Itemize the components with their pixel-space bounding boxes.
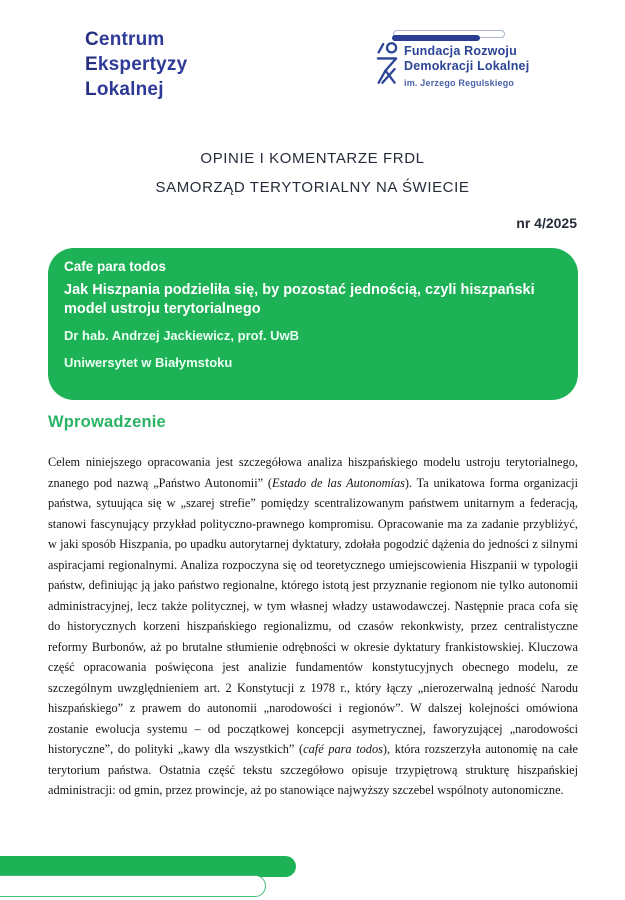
footer-bar-outline [0, 875, 266, 897]
article-affiliation: Uniwersytet w Białymstoku [64, 355, 233, 370]
article-title: Jak Hiszpania podzieliła się, by pozostać jednością, czyli hiszpański model ustroju terytorialnego [64, 282, 535, 317]
cel-logo-rest: okalnej [96, 79, 164, 100]
frdl-name-line2: Demokracji Lokalnej [404, 59, 530, 73]
cel-logo-line [85, 52, 187, 77]
cel-logo-initial: L [85, 79, 97, 100]
cel-logo-rest: kspertyzy [97, 54, 188, 75]
cel-logo-initial: E [85, 54, 98, 75]
article-kicker: Cafe para todos [64, 259, 167, 274]
title-card [48, 248, 578, 400]
frdl-person-icon [374, 41, 400, 90]
cel-logo-line [85, 27, 187, 52]
cel-logo-rest: entrum [98, 29, 165, 50]
cel-logo-line [85, 77, 187, 102]
frdl-name-line1: Fundacja Rozwoju [404, 44, 517, 58]
article-author: Dr hab. Andrzej Jackiewicz, prof. UwB [64, 328, 300, 343]
frdl-logo-text [404, 44, 529, 88]
series-title: OPINIE I KOMENTARZE FRDL [200, 150, 425, 167]
footer-bar-solid [0, 856, 296, 877]
cel-logo [85, 27, 187, 102]
frdl-logo [372, 28, 542, 88]
frdl-subtitle: im. Jerzego Regulskiego [404, 78, 515, 88]
section-heading: Wprowadzenie [48, 413, 166, 431]
issue-number: nr 4/2025 [516, 215, 577, 231]
cel-logo-initial: C [85, 29, 99, 50]
frdl-decor-bar-solid [392, 35, 480, 41]
series-subtitle: SAMORZĄD TERYTORIALNY NA ŚWIECIE [155, 179, 470, 196]
intro-paragraph: Celem niniejszego opracowania jest szczegółowa analiza hiszpańskiego modelu ustroju terytorialnego, znanego pod nazwą „Państwo Autonomii” (Estado de las Autonomías). Ta unikatowa forma organizacji państwa, sytuująca się w „szarej strefie” pomiędzy scentralizowanym państwem unitarnym a federacją, stanowi fascynujący przykład polityczno-prawnego kompromisu. Opracowanie ma za zadanie przybliżyć, w jaki sposób Hiszpania, po upadku autorytarnej dyktatury, zdołała pogodzić dążenia do jedności z silnymi aspiracjami regionalnymi. Analiza rozpoczyna się od teoretycznego umiejscowienia Hiszpanii w typologii państw, definiując ją jako państwo regionalne, którego istotą jest przyznanie regionom nie tylko autonomii administracyjnej, lecz także politycznej, w tym własnej władzy ustawodawczej. Następnie praca cofa się do historycznych korzeni hiszpańskiego regionalizmu, od czasów rekonkwisty, przez centralistyczne reformy Burbonów, aż po brutalne stłumienie odrębności w okresie dyktatury frankistowskiej. Kluczowa część opracowania poświęcona jest analizie fundamentów konstytucyjnych obecnego modelu, ze szczególnym uwzględnieniem art. 2 Konstytucji z 1978 r., który łączy „nierozerwalną jedność Narodu hiszpańskiego” z prawem do autonomii „narodowości i regionów”. W dalszej kolejności omówiona zostanie ewolucja systemu – od początkowej koncepcji asymetrycznej, faworyzującej „narodowości historyczne”, do polityki „kawy dla wszystkich” (café para todos), która rozszerzyła autonomię na całe terytorium państwa. Ostatnia część tekstu szczegółowo opisuje trzypiętrową strukturę hiszpańskiej administracji: od gmin, przez prowincje, aż po stanowiące najwyższy szczebel wspólnoty autonomiczne. [48, 455, 579, 797]
